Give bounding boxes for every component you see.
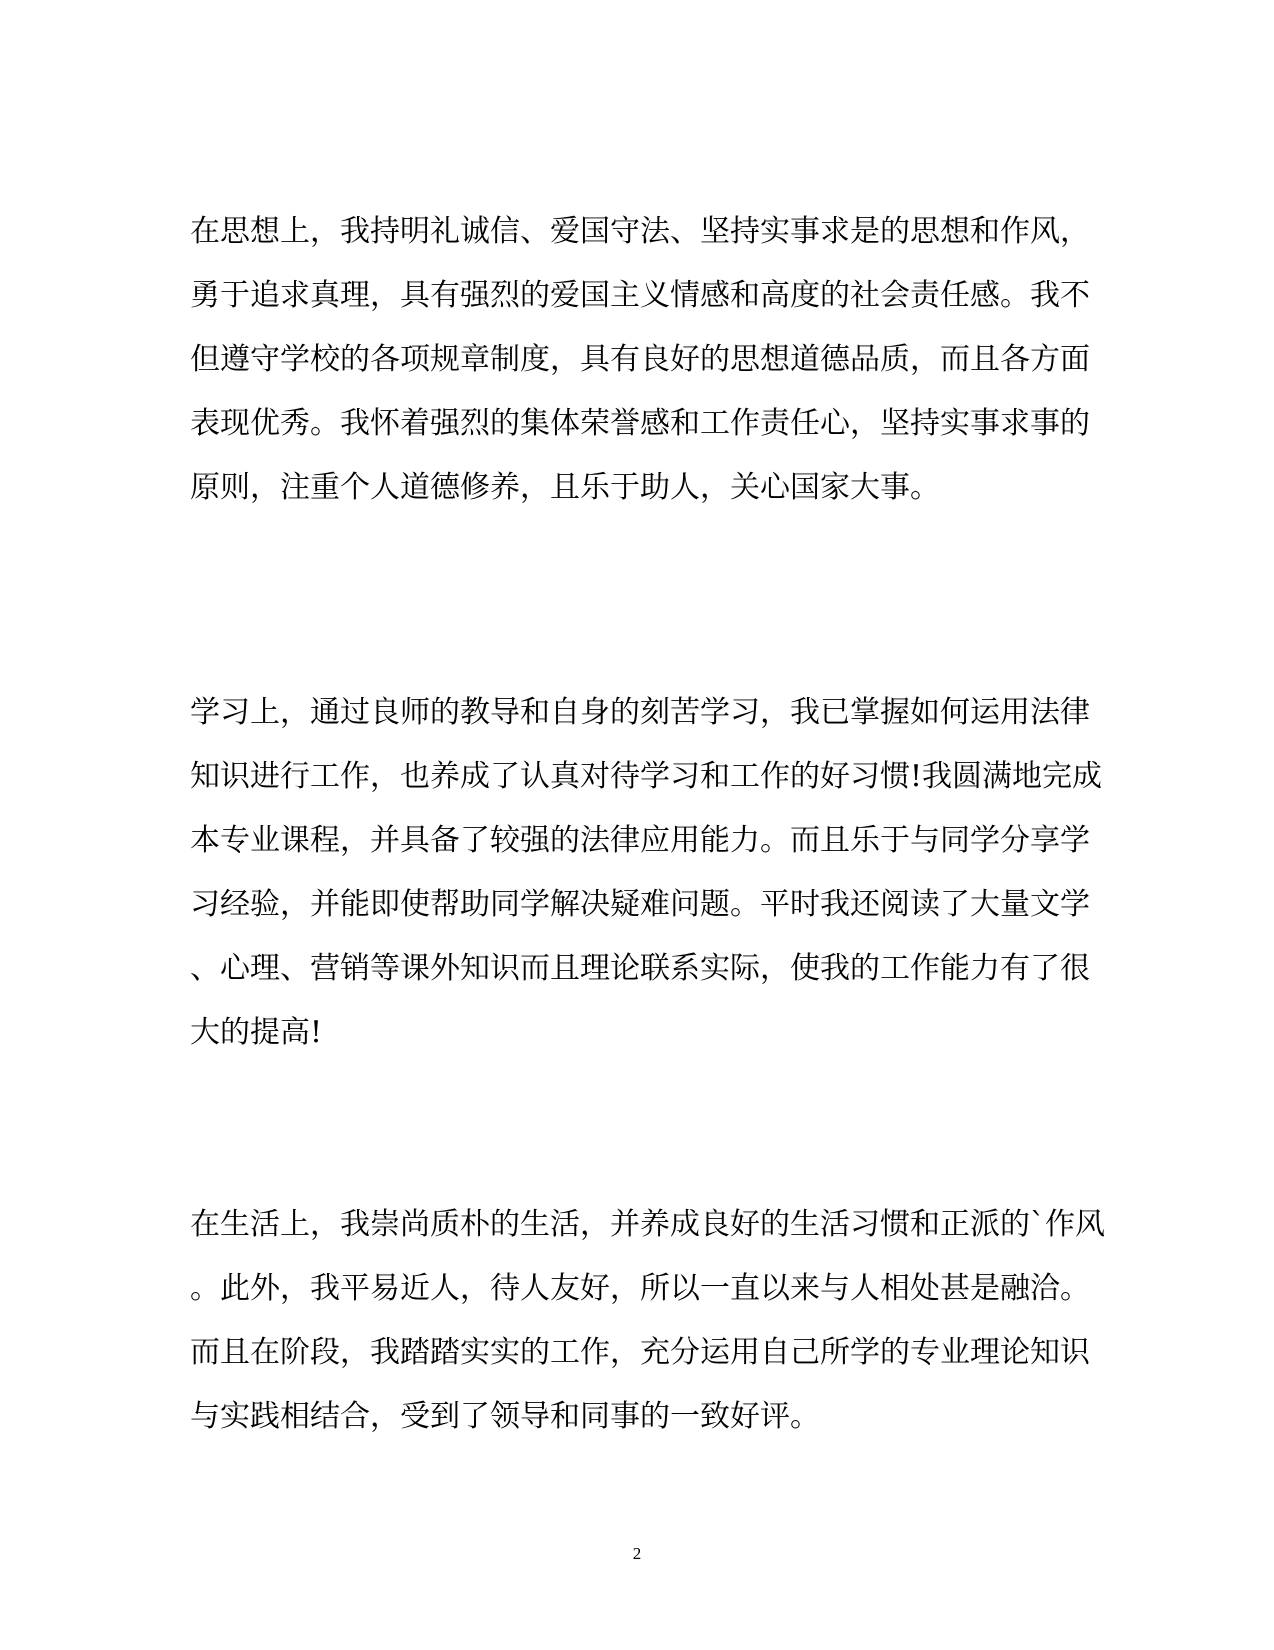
text-line: 、心理、营销等课外知识而且理论联系实际，使我的工作能力有了很 [190,951,1090,986]
text-line: 表现优秀。我怀着强烈的集体荣誉感和工作责任心，坚持实事求事的 [190,406,1090,441]
paragraph-life [190,1193,1105,1449]
text-line: 原则，注重个人道德修养，且乐于助人，关心国家大事。 [190,470,940,505]
text-line: 与实践相结合，受到了领导和同事的一致好评。 [190,1399,820,1434]
text-line: 大的提高! [190,1015,323,1050]
paragraph-study [190,681,1103,1065]
text-line: 勇于追求真理，具有强烈的爱国主义情感和高度的社会责任感。我不 [190,278,1090,313]
text-line: 而且在阶段，我踏踏实实的工作，充分运用自己所学的专业理论知识 [190,1335,1090,1370]
text-line: 但遵守学校的各项规章制度，具有良好的思想道德品质，而且各方面 [190,342,1090,377]
text-line: 。此外，我平易近人，待人友好，所以一直以来与人相处甚是融洽。 [190,1271,1090,1306]
text-line: 知识进行工作，也养成了认真对待学习和工作的好习惯!我圆满地完成 [190,759,1103,794]
text-line: 习经验，并能即使帮助同学解决疑难问题。平时我还阅读了大量文学 [190,887,1090,922]
text-line: 学习上，通过良师的教导和自身的刻苦学习，我已掌握如何运用法律 [190,695,1090,730]
text-line: 在生活上，我崇尚质朴的生活，并养成良好的生活习惯和正派的`作风 [190,1207,1105,1242]
text-line: 在思想上，我持明礼诚信、爱国守法、坚持实事求是的思想和作风， [190,214,1090,249]
paragraph-ideology [190,200,1090,520]
text-line: 本专业课程，并具备了较强的法律应用能力。而且乐于与同学分享学 [190,823,1090,858]
page-number: 2 [632,1544,642,1563]
